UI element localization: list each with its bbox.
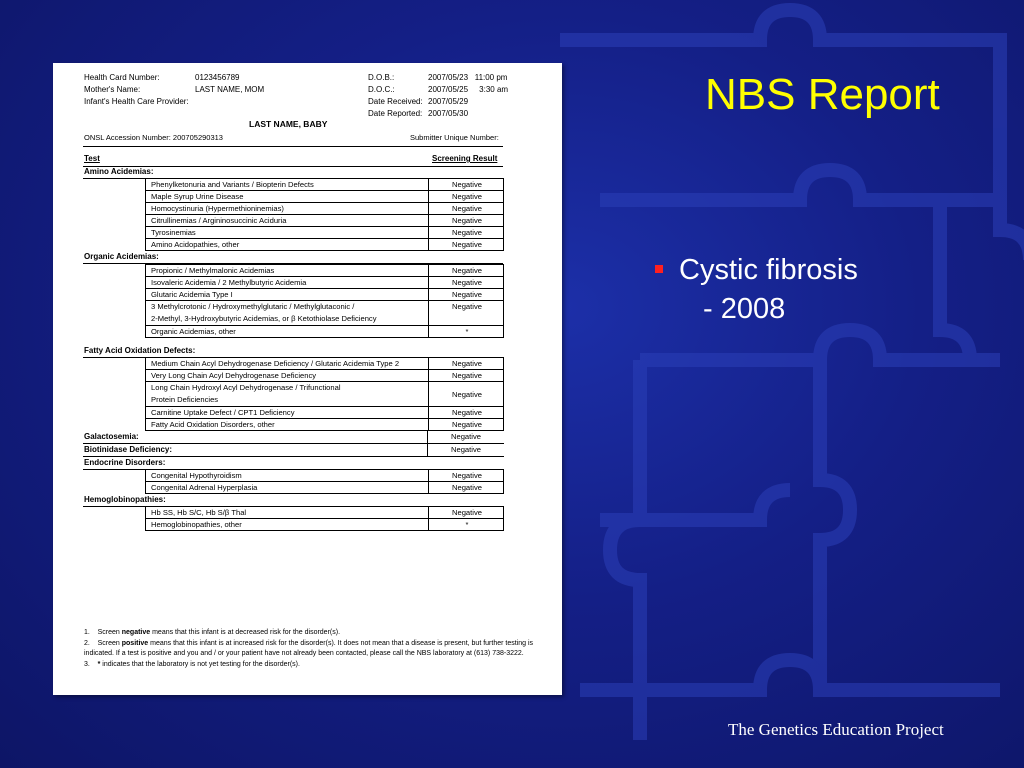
test-result: Negative (428, 370, 505, 381)
footer-credit: The Genetics Education Project (728, 720, 944, 739)
test-name: Amino Acidopathies, other (151, 240, 240, 249)
note-3-prefix: 3. (84, 660, 98, 668)
provider-label: Infant's Health Care Provider: (84, 97, 189, 106)
date-received-label: Date Received: (368, 97, 423, 106)
table-row (83, 444, 504, 457)
dob-label: D.O.B.: (368, 73, 395, 82)
test-name: Propionic / Methylmalonic Acidemias (151, 266, 275, 275)
test-name: Carnitine Uptake Defect / CPT1 Deficiency (151, 408, 295, 417)
column-test-header: Test (84, 154, 100, 163)
test-name: Homocystinuria (Hypermethioninemias) (151, 204, 284, 213)
note-1 (84, 628, 539, 639)
test-result: Negative (428, 419, 505, 430)
mother-name-label: Mother's Name: (84, 85, 141, 94)
bullet-subtext: - 2008 (703, 293, 786, 325)
test-name: Isovaleric Acidemia / 2 Methylbutyric Acidemia (151, 278, 307, 287)
test-name: Citrullinemias / Argininosuccinic Aciduria (151, 216, 287, 225)
test-name-line2: 2-Methyl, 3-Hydroxybutyric Acidemias, or β Ketothiolase Deficiency (151, 314, 377, 323)
test-name: Very Long Chain Acyl Dehydrogenase Deficiency (151, 371, 317, 380)
table-row (145, 325, 504, 338)
section-galactosemia: Galactosemia: (84, 432, 139, 441)
mother-name-value: LAST NAME, MOM (195, 85, 265, 94)
test-name: Fatty Acid Oxidation Disorders, other (151, 420, 275, 429)
test-result: Negative (427, 444, 504, 456)
doc-label: D.O.C.: (368, 85, 395, 94)
note-3-text: indicates that the laboratory is not yet testing for the disorder(s). (100, 660, 300, 668)
table-row (145, 481, 504, 494)
nbs-report-document (53, 63, 562, 695)
bullet-text: Cystic fibrosis (679, 254, 858, 286)
test-result: Negative (428, 507, 505, 518)
test-result: * (428, 326, 505, 337)
section-hemoglobinopathies: Hemoglobinopathies: (84, 495, 166, 504)
test-result: Negative (428, 289, 505, 300)
doc-value: 2007/05/25 3:30 am (428, 85, 509, 94)
test-name: Tyrosinemias (151, 228, 196, 237)
table-row (145, 518, 504, 531)
test-name: Maple Syrup Urine Disease (151, 192, 244, 201)
section-organic-acidemias: Organic Acidemias: (84, 252, 159, 261)
test-result: Negative (428, 227, 505, 238)
note-2 (84, 639, 539, 660)
test-name: Medium Chain Acyl Dehydrogenase Deficiency / Glutaric Acidemia Type 2 (151, 359, 400, 368)
date-reported-label: Date Reported: (368, 109, 423, 118)
test-result: Negative (428, 203, 505, 214)
test-result: Negative (427, 431, 504, 443)
test-result: * (428, 519, 505, 530)
date-received-value: 2007/05/29 (428, 97, 469, 106)
section-biotinidase: Biotinidase Deficiency: (84, 445, 173, 454)
date-reported-value: 2007/05/30 (428, 109, 469, 118)
note-1-bold: negative (121, 629, 151, 636)
test-result: Negative (428, 382, 505, 406)
test-name: Hemoglobinopathies, other (151, 520, 242, 529)
test-result: Negative (428, 470, 505, 481)
section-fatty-acid: Fatty Acid Oxidation Defects: (84, 346, 196, 355)
test-name: Phenylketonuria and Variants / Biopterin Defects (151, 180, 314, 189)
test-name: Congenital Adrenal Hyperplasia (151, 483, 258, 492)
divider (83, 146, 503, 147)
test-name: Glutaric Acidemia Type I (151, 290, 233, 299)
test-result: Negative (428, 358, 505, 369)
test-name: 3 Methylcrotonic / Hydroxymethylglutaric / Methylglutaconic / (151, 302, 355, 311)
table-row (145, 238, 504, 251)
test-name: Hb SS, Hb S/C, Hb S/β Thal (151, 508, 247, 517)
note-2-bold: positive (121, 639, 149, 647)
test-result: Negative (428, 215, 505, 226)
test-result: Negative (428, 482, 505, 493)
note-3 (84, 660, 539, 671)
test-name: Long Chain Hydroxyl Acyl Dehydrogenase / Trifunctional (151, 383, 341, 392)
square-bullet-icon (655, 265, 663, 273)
section-amino-acidemias: Amino Acidemias: (84, 167, 154, 176)
note-3-bold: * (97, 660, 101, 668)
note-2-text: means that this infant is at increased risk for the disorder(s). It does not mean that a disease is present, but further testing is indicated. If a test is positive and you and / or your patient have not already been contacted, please call the NBS laboratory at (613) 738-3222. (84, 639, 534, 657)
column-result-header: Screening Result (432, 154, 498, 163)
test-result: Negative (428, 239, 505, 250)
table-row (83, 431, 504, 444)
dob-value: 2007/05/23 11:00 pm (428, 73, 508, 82)
test-name-line2: Protein Deficiencies (151, 395, 219, 404)
test-result: Negative (428, 407, 505, 418)
table-row (145, 418, 504, 431)
report-notes (84, 628, 539, 670)
test-result: Negative (428, 179, 505, 190)
note-1-prefix: 1. Screen (84, 629, 122, 636)
submitter-number: Submitter Unique Number: (410, 133, 499, 142)
test-name: Congenital Hypothyroidism (151, 471, 242, 480)
note-1-text: means that this infant is at decreased risk for the disorder(s). (150, 629, 341, 636)
accession-number: ONSL Accession Number: 200705290313 (84, 133, 223, 142)
slide-title: NBS Report (705, 70, 940, 119)
test-result: Negative (428, 277, 505, 288)
table-row (145, 300, 504, 326)
test-name: Organic Acidemias, other (151, 327, 236, 336)
note-2-prefix: 2. Screen (84, 639, 122, 647)
health-card-label: Health Card Number: (84, 73, 160, 82)
section-endocrine: Endocrine Disorders: (84, 458, 166, 467)
test-result: Negative (428, 265, 505, 276)
health-card-value: 0123456789 (195, 73, 240, 82)
test-result: Negative (428, 301, 505, 325)
baby-name: LAST NAME, BABY (249, 119, 328, 129)
test-result: Negative (428, 191, 505, 202)
table-row (145, 381, 504, 407)
